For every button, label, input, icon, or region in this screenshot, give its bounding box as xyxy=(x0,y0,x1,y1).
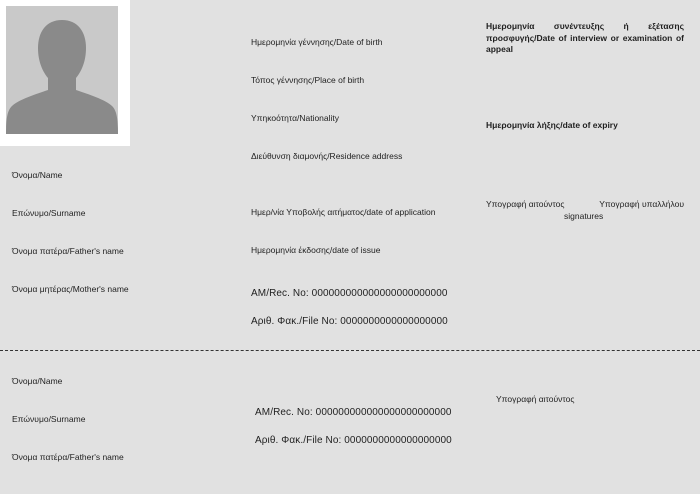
photo-placeholder xyxy=(0,0,130,146)
date-of-birth-label: Ημερομηνία γέννησης/Date of birth xyxy=(251,37,383,47)
date-of-issue-label: Ημερομηνία έκδοσης/date of issue xyxy=(251,245,381,255)
father-name-label: Όνομα πατέρα/Father's name xyxy=(12,246,124,256)
name-label: Όνομα/Name xyxy=(12,170,63,180)
surname-label: Επώνυμο/Surname xyxy=(12,208,86,218)
expiry-date-label: Ημερομηνία λήξης/date of expiry xyxy=(486,120,618,130)
rec-no-field: AM/Rec. No: 000000000000000000000000 xyxy=(251,288,448,299)
applicant-signature-label: Υπογραφή αιτούντος xyxy=(486,199,565,209)
card-bottom-section xyxy=(0,352,700,490)
bottom-surname-label: Επώνυμο/Surname xyxy=(12,414,86,424)
residence-address-label: Διεύθυνση διαμονής/Residence address xyxy=(251,151,403,161)
interview-date-label: Ημερομηνία συνέντευξης ή εξέτασης προσφυγής/Date of interview or examination of appeal xyxy=(486,21,684,54)
person-silhouette-icon xyxy=(6,6,118,134)
place-of-birth-label: Τόπος γέννησης/Place of birth xyxy=(251,75,365,85)
bottom-father-name-label: Όνομα πατέρα/Father's name xyxy=(12,452,124,462)
bottom-applicant-signature-label: Υπογραφή αιτούντος xyxy=(496,394,575,404)
signatures-label: signatures xyxy=(564,211,604,221)
bottom-file-no-field: Αριθ. Φακ./File No: 0000000000000000000 xyxy=(255,435,452,446)
bottom-rec-no-field: AM/Rec. No: 000000000000000000000000 xyxy=(255,407,452,418)
date-of-application-label: Ημερ/νία Υποβολής αιτήματος/date of application xyxy=(251,207,436,217)
cut-line-divider xyxy=(0,350,700,351)
nationality-label: Υπηκοότητα/Nationality xyxy=(251,113,340,123)
mother-name-label: Όνομα μητέρας/Mother's name xyxy=(12,284,129,294)
officer-signature-label: Υπογραφή υπαλλήλου xyxy=(599,199,684,209)
bottom-name-label: Όνομα/Name xyxy=(12,376,63,386)
file-no-field: Αριθ. Φακ./File No: 0000000000000000000 xyxy=(251,316,448,327)
